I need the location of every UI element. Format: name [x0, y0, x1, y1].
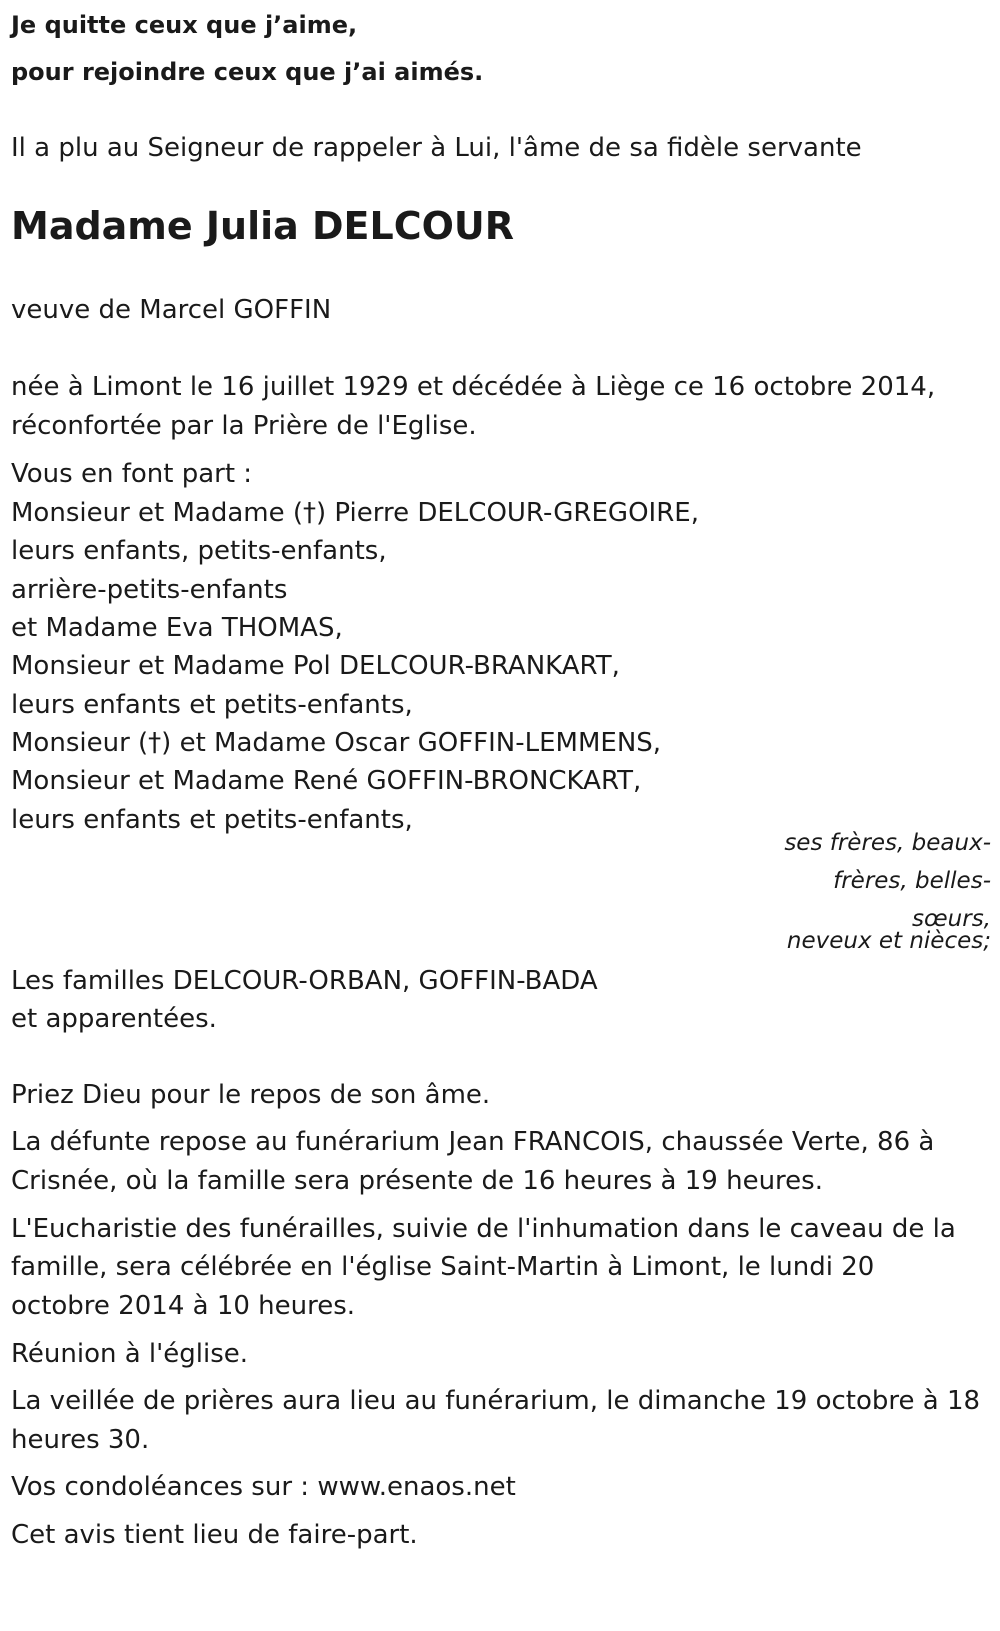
- widow-of: veuve de Marcel GOFFIN: [11, 295, 332, 325]
- relations-line: ses frères, beaux-: [784, 830, 991, 856]
- condolences-text: Vos condoléances sur : www.enaos.net: [11, 1472, 516, 1502]
- family-line: leurs enfants, petits-enfants,: [11, 536, 387, 566]
- prayer-text: Priez Dieu pour le repos de son âme.: [11, 1080, 491, 1110]
- relations-line: frères, belles-: [833, 868, 991, 894]
- family-line: arrière-petits-enfants: [11, 575, 288, 605]
- epitaph-line-1: Je quitte ceux que j’aime,: [11, 11, 358, 39]
- family-line: leurs enfants et petits-enfants,: [11, 690, 413, 720]
- families-line-2: et apparentées.: [11, 1004, 217, 1034]
- family-line: Monsieur (†) et Madame Oscar GOFFIN-LEMMENS,: [11, 728, 662, 758]
- family-line: leurs enfants et petits-enfants,: [11, 805, 413, 835]
- vigil-line-2: heures 30.: [11, 1425, 150, 1455]
- relations-line: sœurs,: [912, 906, 991, 932]
- family-line: Vous en font part :: [11, 459, 253, 489]
- birth-death-line-2: réconfortée par la Prière de l'Eglise.: [11, 411, 477, 441]
- meeting-text: Réunion à l'église.: [11, 1339, 249, 1369]
- funeral-line-3: octobre 2014 à 10 heures.: [11, 1291, 356, 1321]
- family-line: et Madame Eva THOMAS,: [11, 613, 343, 643]
- intro-text: Il a plu au Seigneur de rappeler à Lui, l'âme de sa fidèle servante: [11, 133, 862, 163]
- family-line: Monsieur et Madame (†) Pierre DELCOUR-GREGOIRE,: [11, 498, 699, 528]
- notice-text: Cet avis tient lieu de faire-part.: [11, 1520, 418, 1550]
- funeral-line-2: famille, sera célébrée en l'église Saint-Martin à Limont, le lundi 20: [11, 1252, 875, 1282]
- birth-death-line-1: née à Limont le 16 juillet 1929 et décédée à Liège ce 16 octobre 2014,: [11, 372, 936, 402]
- deceased-name: Madame Julia DELCOUR: [11, 204, 515, 248]
- vigil-line-1: La veillée de prières aura lieu au funérarium, le dimanche 19 octobre à 18: [11, 1386, 981, 1416]
- epitaph-line-2: pour rejoindre ceux que j’ai aimés.: [11, 58, 484, 86]
- family-line: Monsieur et Madame René GOFFIN-BRONCKART,: [11, 766, 642, 796]
- rest-line-2: Crisnée, où la famille sera présente de 16 heures à 19 heures.: [11, 1166, 823, 1196]
- funeral-line-1: L'Eucharistie des funérailles, suivie de l'inhumation dans le caveau de la: [11, 1214, 956, 1244]
- relations-line: neveux et nièces;: [786, 928, 991, 954]
- rest-line-1: La défunte repose au funérarium Jean FRANCOIS, chaussée Verte, 86 à: [11, 1127, 935, 1157]
- family-line: Monsieur et Madame Pol DELCOUR-BRANKART,: [11, 651, 620, 681]
- families-line-1: Les familles DELCOUR-ORBAN, GOFFIN-BADA: [11, 966, 598, 996]
